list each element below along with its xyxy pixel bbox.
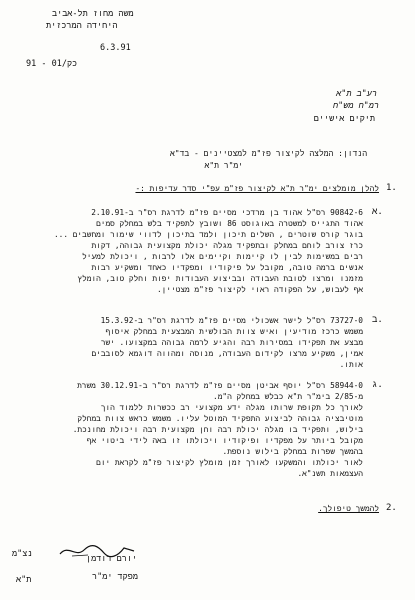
item-c-line: העצמאות תשנ"א.: [297, 469, 363, 478]
item-c-marker: ג.: [372, 380, 383, 390]
org-line-2: היחידה המרכזית: [46, 21, 118, 31]
recipient-2: רמ"ח מש"ח: [333, 101, 379, 111]
item-1-marker: 1.: [386, 183, 397, 193]
item-a-line: רבים במשימות לבין לו קיימות וקיימים אלו לרבות , ויכולת למעיל: [82, 252, 363, 261]
subject-line-2: ימ"ר ת"א: [204, 161, 243, 170]
item-a-line: 90842-6 רס"ל אהוד בן מרדכי מסיים פז"מ לדרגת רס"ר ב-2.10.91: [91, 208, 363, 217]
item-a-marker: א.: [372, 207, 383, 217]
item-a-line: כרז צורב לוחם במחלק ובתפקיד מגלה יכולת מקצועית גבוהה, דקות: [91, 241, 363, 250]
signatory-unit: ת"א: [16, 575, 32, 585]
item-2-marker: 2.: [386, 503, 397, 513]
item-c-line: מוטיבציה גבוהה לביצוע התפקיד המוטל עליו. משמש כראש צוות במחלק: [77, 414, 363, 423]
item-a-line: אף לעבוש, על הפקודה ראוי לקיצור פז"מ מצטיין.: [156, 285, 363, 294]
item-a-line: בוגר קורס שוטרים , השלים תיכון ולמד בתיכון לדווי שימור ומחשבים ...: [53, 230, 363, 239]
item-a-line: אנשים ברמה טובה, מקובל על פיקודיו ומפקדיו כאחד ומשקיע רבות: [91, 263, 363, 272]
item-b-line: מבצע את תפקידו במסירות רבה והגיע לרמה גבוהה במקצועו. ישר: [100, 338, 363, 347]
recipient-3: תיקים אישיים: [313, 114, 375, 124]
item-c-line: לאור יכולתו והמשקעו לאורך זמן מומלץ לקיצור פז"מ לקראת יום: [96, 458, 363, 467]
item-c-line: מ-2/85 בימ"ר ת"א כבלש במחלק ה"מ.: [213, 392, 363, 401]
item-c-line: מקובל ביותר על מפקדיו ופיקודיו ויכולתו זו באה לידי ביטוי אף: [86, 436, 363, 445]
signatory-title: מפקד ימ"ר: [92, 572, 138, 582]
signatory-name: יורם רודמן: [86, 554, 138, 564]
subject-line-1: הנדון: המלצה לקיצור פז"מ למצטיינים - בד"א: [170, 149, 367, 158]
item-c-line: בילוש, ותפקיד בו מגלה יכולת רבה וחן מקצועית רבה ויכולת מחונכת.: [72, 425, 363, 434]
org-line-1: משה מחוז תל-אביב: [52, 9, 134, 19]
reference-number: 91 - כק/01: [26, 59, 78, 69]
item-c-line: 58944-0 רס"ל יוסף אביטן מסיים פז"מ לדרגת רס"ר ב-30.12.91 משרת: [77, 381, 363, 390]
signatory-rank: נצ"מ: [12, 549, 33, 559]
item-1-text: להלן מומלצים ימ"ר ת"א לקיצור פז"מ עפ"י סדר עדיפות :-: [135, 184, 379, 193]
item-a-line: מזמנו ומרצו לטובת העבודה ובביצוע העבודות יפות וחלק טוב, הומלץ: [77, 274, 363, 283]
item-b-line: אותו.: [339, 360, 363, 369]
item-b-marker: ב.: [372, 315, 383, 325]
item-b-line: אמין, משקיע מרצו לקידום העבודה, מנוסה ומהווה דוגמא לסובבים: [91, 349, 363, 358]
item-2-text: להמשך טיפולך.: [318, 504, 379, 513]
item-b-line: משמש כרכז מודיעין ואיש צוות הבולשית המבצעית במחלק איסוף: [105, 327, 363, 336]
recipient-1: רע"ב ת"א: [336, 89, 377, 99]
item-c-line: לאורך כל תקופת שרותו מגלה ידע מקצועי רב ככשרות ללמוד הוך: [100, 403, 363, 412]
document-date: 6.3.91: [100, 43, 131, 53]
item-c-line: בהמשך שפרות במחלק בילוש נוספת.: [222, 447, 363, 456]
item-a-line: אהוד התגייס למשטרה באוגוסט 86 ושובץ לתפקיד בלש במחלק סמים: [96, 219, 363, 228]
item-b-line: 73727-0 רס"ל לישר אשכולי מסיים פז"מ לדרגת רס"ר ב-15.3.92: [100, 316, 363, 325]
